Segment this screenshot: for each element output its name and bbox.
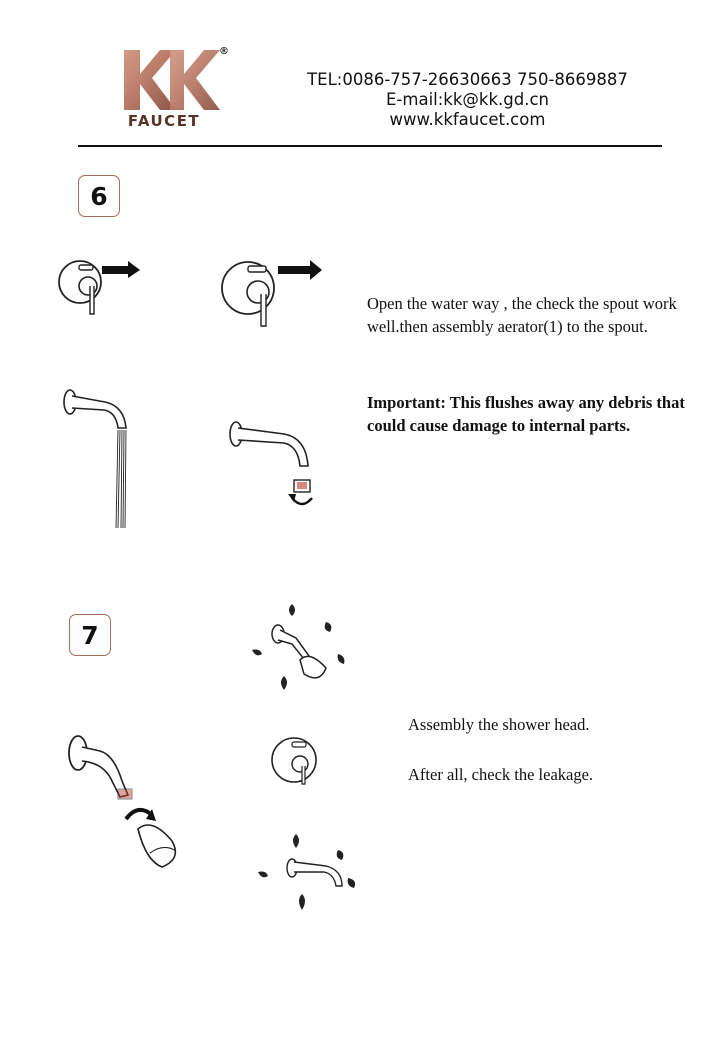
shower-head-icon: [248, 598, 358, 698]
contact-email: E-mail:kk@kk.gd.cn: [386, 90, 549, 109]
step-7-instruction-shower: Assembly the shower head.: [408, 715, 590, 734]
spout-water-icon: [60, 388, 140, 533]
header-divider: [78, 145, 662, 147]
shower-head-icon: [60, 733, 190, 875]
step-6-important-note: Important: This flushes away any debris that could cause damage to internal parts.: [367, 393, 685, 435]
arrow-right-icon: [278, 260, 322, 280]
step-6-badge: 6: [78, 175, 120, 217]
spout-aerator-icon: [226, 418, 321, 513]
step-7-instruction-leakage: After all, check the leakage.: [408, 765, 594, 784]
contact-block: [300, 70, 635, 130]
spout-water-icon: [254, 828, 369, 918]
step-7-badge: 7: [69, 614, 111, 656]
diverter-valve-icon: [54, 256, 144, 318]
diverter-valve-icon: [220, 254, 330, 328]
logo-wordmark: FAUCET: [127, 112, 201, 130]
registered-mark: ®: [219, 46, 229, 57]
rotate-arrow-icon: [126, 809, 156, 821]
diverter-valve-icon: [268, 732, 326, 790]
contact-tel: TEL:0086-757-26630663 750-8669887: [307, 70, 628, 89]
step-6-instruction: Open the water way , the check the spout work well.then assembly aerator(1) to the spout.: [367, 294, 677, 336]
arrow-right-icon: [102, 261, 140, 278]
rotate-arrow-icon: [288, 494, 312, 504]
contact-website: www.kkfaucet.com: [389, 110, 546, 129]
